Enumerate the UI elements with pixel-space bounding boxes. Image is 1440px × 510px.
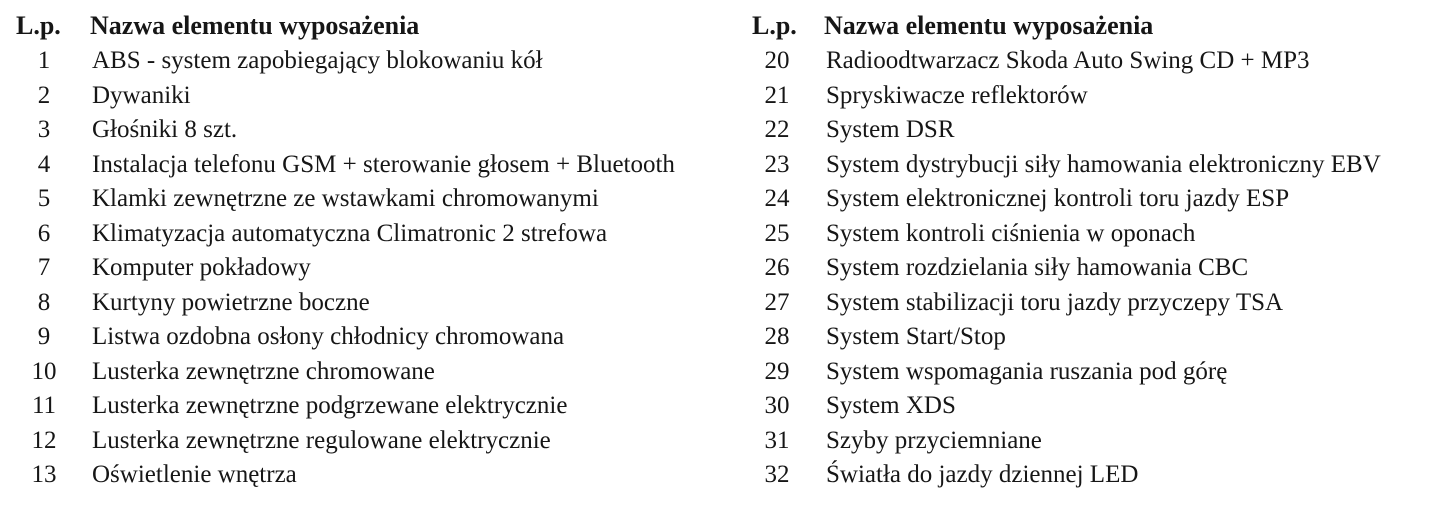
row-name: System kontroli ciśnienia w oponach (826, 219, 1196, 247)
header-lp: L.p. (752, 11, 797, 40)
table-row (752, 148, 1432, 183)
row-name: Spryskiwacze reflektorów (826, 81, 1088, 109)
row-name: Radioodtwarzacz Skoda Auto Swing CD + MP3 (826, 47, 1310, 74)
row-lp: 22 (764, 116, 790, 143)
row-lp: 21 (764, 81, 790, 109)
row-lp: 29 (764, 357, 790, 385)
row-lp: 7 (37, 254, 51, 281)
row-name: Listwa ozdobna osłony chłodnicy chromowana (92, 323, 565, 350)
table-row (752, 79, 1432, 114)
row-lp: 13 (31, 461, 57, 488)
row-lp: 30 (764, 392, 790, 419)
table-row (752, 251, 1432, 286)
table-row (752, 389, 1432, 424)
row-lp: 28 (764, 323, 790, 350)
table-row (16, 148, 716, 183)
header-name: Nazwa elementu wyposażenia (824, 11, 1154, 40)
row-name: System elektronicznej kontroli toru jazdy ESP (826, 185, 1290, 212)
table-row (16, 389, 716, 424)
table-row (16, 424, 716, 459)
table-row (16, 182, 716, 217)
row-name: Lusterka zewnętrzne regulowane elektrycznie (92, 426, 551, 454)
table-row (752, 113, 1432, 148)
row-name: Klimatyzacja automatyczna Climatronic 2 strefowa (92, 219, 608, 247)
row-lp: 23 (764, 150, 790, 178)
table-row (752, 217, 1432, 252)
row-name: ABS - system zapobiegający blokowaniu kół (92, 47, 543, 74)
row-lp: 1 (37, 47, 51, 74)
row-name: Światła do jazdy dziennej LED (826, 461, 1139, 488)
row-lp: 5 (37, 185, 51, 212)
table-header (752, 8, 1432, 44)
row-lp: 10 (31, 357, 57, 385)
row-name: Głośniki 8 szt. (92, 116, 238, 143)
table-row (16, 355, 716, 390)
row-lp: 24 (764, 185, 790, 212)
row-lp: 27 (764, 288, 790, 316)
table-row (752, 458, 1432, 493)
table-row (752, 424, 1432, 459)
header-name: Nazwa elementu wyposażenia (90, 11, 420, 40)
row-lp: 26 (764, 254, 790, 281)
row-name: Oświetlenie wnętrza (92, 461, 297, 488)
row-name: Instalacja telefonu GSM + sterowanie głosem + Bluetooth (92, 150, 675, 178)
row-name: Komputer pokładowy (92, 254, 311, 281)
table-row (16, 251, 716, 286)
row-name: System rozdzielania siły hamowania CBC (826, 254, 1249, 281)
table-row (16, 79, 716, 114)
row-lp: 9 (37, 323, 51, 350)
equipment-list (16, 44, 716, 493)
equipment-list (752, 44, 1432, 493)
equipment-table-left (16, 8, 716, 493)
table-row (752, 44, 1432, 79)
row-lp: 4 (37, 150, 51, 178)
row-name: System Start/Stop (826, 323, 1006, 350)
row-lp: 25 (764, 219, 790, 247)
row-lp: 11 (31, 392, 57, 419)
row-lp: 2 (37, 81, 51, 109)
table-row (16, 320, 716, 355)
row-lp: 8 (37, 288, 51, 316)
table-row (16, 113, 716, 148)
row-lp: 12 (31, 426, 57, 454)
row-name: Klamki zewnętrzne ze wstawkami chromowanymi (92, 185, 599, 212)
table-row (752, 320, 1432, 355)
row-name: Lusterka zewnętrzne podgrzewane elektrycznie (92, 392, 568, 419)
table-row (16, 458, 716, 493)
table-row (16, 44, 716, 79)
row-lp: 31 (764, 426, 790, 454)
table-header (16, 8, 716, 44)
table-row (16, 217, 716, 252)
row-lp: 20 (764, 47, 790, 74)
row-lp: 3 (37, 116, 51, 143)
row-name: Lusterka zewnętrzne chromowane (92, 357, 435, 385)
equipment-table-right (752, 8, 1432, 493)
row-name: System stabilizacji toru jazdy przyczepy TSA (826, 288, 1284, 316)
row-name: System dystrybucji siły hamowania elektroniczny EBV (826, 150, 1381, 178)
table-row (752, 182, 1432, 217)
row-lp: 6 (37, 219, 51, 247)
table-row (16, 286, 716, 321)
row-name: Kurtyny powietrzne boczne (92, 288, 370, 316)
table-row (752, 355, 1432, 390)
row-name: Szyby przyciemniane (826, 426, 1042, 454)
row-name: System wspomagania ruszania pod górę (826, 357, 1228, 385)
header-lp: L.p. (16, 11, 61, 40)
row-name: Dywaniki (92, 81, 191, 109)
row-name: System XDS (826, 392, 956, 419)
row-lp: 32 (764, 461, 790, 488)
row-name: System DSR (826, 116, 955, 143)
table-row (752, 286, 1432, 321)
